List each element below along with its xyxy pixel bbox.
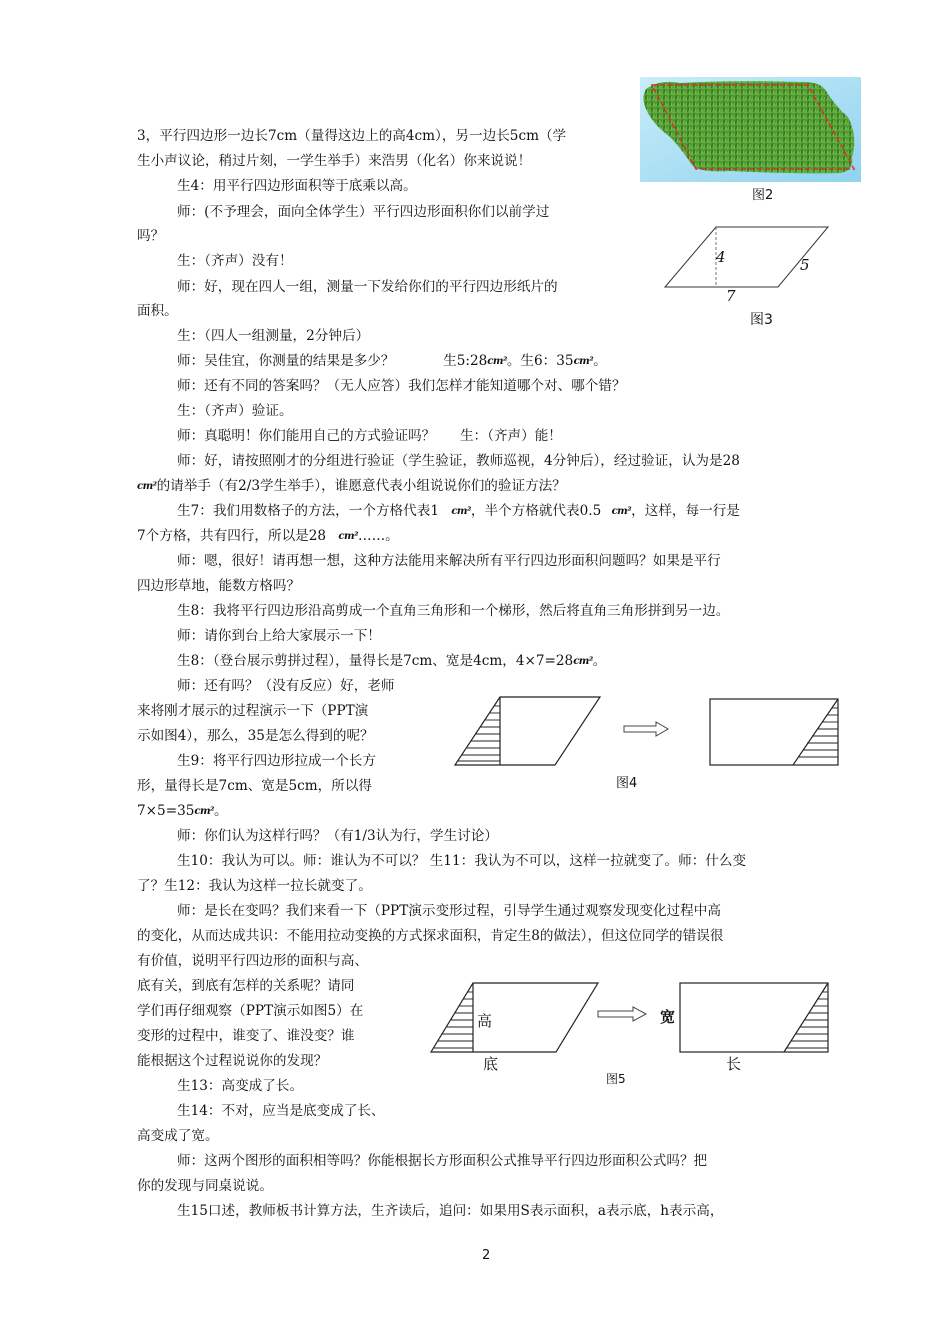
figure-2-caption: 图2 bbox=[752, 188, 774, 203]
figure-4-diagram bbox=[454, 696, 844, 768]
text-span: 生5:28 bbox=[443, 353, 488, 369]
text-line: 师：嗯，很好！请再想一想，这种方法能用来解决所有平行四边形面积问题吗？如果是平行 bbox=[177, 553, 721, 569]
figure-3-caption: 图3 bbox=[750, 312, 773, 328]
figure-5-height-label: 高 bbox=[477, 1012, 493, 1030]
text-line bbox=[137, 476, 566, 497]
text-line bbox=[177, 351, 607, 372]
text-line: 生13：高变成了长。 bbox=[177, 1078, 304, 1094]
text-line: 师：请你到台上给大家展示一下！ bbox=[177, 628, 381, 644]
text-line: 面积。 bbox=[137, 303, 178, 319]
unit-cm2: cm² bbox=[573, 356, 594, 367]
text-line: 生：（齐声）没有！ bbox=[177, 253, 293, 269]
text-line: 师：好，请按照刚才的分组进行验证（学生验证，教师巡视，4分钟后），经过验证，认为是28 bbox=[177, 453, 740, 469]
text-line: 生10：我认为可以。师：谁认为不可以？ 生11：我认为不可以，这样一拉就变了。师：什么变 bbox=[177, 853, 747, 869]
text-line bbox=[177, 651, 606, 672]
text-span: 。 bbox=[213, 803, 228, 819]
text-span: 。 bbox=[593, 353, 607, 369]
figure-3-side-label: 5 bbox=[800, 256, 810, 274]
text-span: ，半个方格就代表0.5 bbox=[470, 503, 602, 519]
text-line: 变形的过程中，谁变了、谁没变？谁 bbox=[137, 1028, 355, 1044]
text-line: 师：还有不同的答案吗？（无人应答）我们怎样才能知道哪个对、哪个错？ bbox=[177, 378, 626, 394]
figure-4-caption: 图4 bbox=[616, 776, 638, 791]
figure-3-height-label: 4 bbox=[716, 248, 726, 266]
text-line: 生4：用平行四边形面积等于底乘以高。 bbox=[177, 178, 417, 194]
unit-cm2: cm² bbox=[611, 506, 632, 517]
text-line: 生：（四人一组测量，2分钟后） bbox=[177, 328, 370, 344]
text-span: 。 bbox=[592, 653, 607, 669]
text-line: 四边形草地，能数方格吗？ bbox=[137, 578, 301, 594]
text-line: 生：（齐声）验证。 bbox=[177, 403, 293, 419]
unit-cm2: cm² bbox=[451, 506, 471, 517]
text-line: 形，量得长是7cm、宽是5cm，所以得 bbox=[137, 778, 373, 794]
text-line: 学们再仔细观察（PPT演示如图5）在 bbox=[137, 1003, 364, 1019]
text-line: 你的发现与同桌说说。 bbox=[137, 1178, 273, 1194]
text-span: 。生6：35 bbox=[506, 353, 574, 369]
text-span: 生：（齐声）能！ bbox=[459, 428, 562, 444]
text-span: 师：真聪明！你们能用自己的方式验证吗？ bbox=[177, 428, 436, 444]
text-span: 的请举手（有2/3学生举手），谁愿意代表小组说说你们的验证方法？ bbox=[156, 478, 566, 494]
text-line: 示如图4），那么，35是怎么得到的呢？ bbox=[137, 728, 374, 744]
text-span: 生7：我们用数格子的方法，一个方格代表1 bbox=[177, 503, 439, 519]
text-line: 师：好，现在四人一组，测量一下发给你们的平行四边形纸片的 bbox=[177, 279, 558, 295]
text-line: 师：你们认为这样行吗？（有1/3认为行，学生讨论） bbox=[177, 828, 498, 844]
text-line: 高变成了宽。 bbox=[137, 1128, 219, 1144]
text-line: 了？生12：我认为这样一拉长就变了。 bbox=[137, 878, 372, 894]
text-span: 师：吴佳宜，你测量的结果是多少？ bbox=[177, 353, 395, 369]
text-line: 生9：将平行四边形拉成一个长方 bbox=[177, 753, 376, 769]
text-line bbox=[177, 501, 740, 522]
text-line: 底有关，到底有怎样的关系呢？请同 bbox=[137, 978, 355, 994]
figure-2-grass-image bbox=[640, 77, 861, 182]
text-line: 有价值，说明平行四边形的面积与高、 bbox=[137, 953, 369, 969]
unit-cm2: cm² bbox=[573, 656, 593, 667]
text-line bbox=[137, 801, 228, 822]
text-line bbox=[177, 426, 562, 446]
text-line: 生8：我将平行四边形沿高剪成一个直角三角形和一个梯形，然后将直角三角形拼到另一边。 bbox=[177, 603, 730, 619]
text-line: 师：是长在变吗？我们来看一下（PPT演示变形过程，引导学生通过观察发现变化过程中高 bbox=[177, 903, 721, 919]
text-span: 7个方格，共有四行，所以是28 bbox=[137, 528, 327, 544]
unit-cm2: cm² bbox=[137, 481, 157, 492]
text-line: 师：还有吗？（没有反应）好，老师 bbox=[177, 678, 395, 694]
text-line: 来将刚才展示的过程演示一下（PPT演 bbox=[137, 703, 369, 719]
text-line bbox=[137, 526, 399, 547]
text-line: 师：这两个图形的面积相等吗？你能根据长方形面积公式推导平行四边形面积公式吗？把 bbox=[177, 1153, 708, 1169]
figure-5-base-label: 底 bbox=[483, 1055, 499, 1073]
figure-5-length-label: 长 bbox=[726, 1055, 742, 1073]
text-line: 生14：不对，应当是底变成了长、 bbox=[177, 1103, 385, 1119]
text-line: 生小声议论，稍过片刻，一学生举手）来浩男（化名）你来说说！ bbox=[137, 153, 532, 169]
unit-cm2: cm² bbox=[487, 356, 507, 367]
unit-cm2: cm² bbox=[194, 806, 214, 817]
text-line: 能根据这个过程说说你的发现？ bbox=[137, 1053, 328, 1069]
text-span: 7×5=35 bbox=[137, 803, 195, 819]
unit-cm2: cm² bbox=[338, 531, 358, 542]
figure-5-caption: 图5 bbox=[606, 1072, 626, 1086]
text-line: 吗？ bbox=[137, 228, 165, 244]
text-span: 生8：（登台展示剪拼过程），量得长是7cm、宽是4cm，4×7=28 bbox=[177, 653, 574, 669]
text-span: ，这样，每一行是 bbox=[631, 503, 740, 519]
text-line: 的变化，从而达成共识：不能用拉动变换的方式探求面积，肯定生8的做法），但这位同学的错误很 bbox=[137, 928, 724, 944]
text-line: 师：(不予理会，面向全体学生）平行四边形面积你们以前学过 bbox=[177, 204, 550, 220]
page-number: 2 bbox=[482, 1248, 491, 1263]
figure-5-width-label: 宽 bbox=[660, 1008, 676, 1026]
text-span: ……。 bbox=[357, 528, 399, 544]
text-line: 生15口述，教师板书计算方法，生齐读后，追问：如果用S表示面积，a表示底，h表示高， bbox=[177, 1203, 724, 1219]
figure-3-base-label: 7 bbox=[726, 287, 736, 305]
text-line: 3，平行四边形一边长7cm（量得这边上的高4cm），另一边长5cm（学 bbox=[137, 128, 567, 144]
